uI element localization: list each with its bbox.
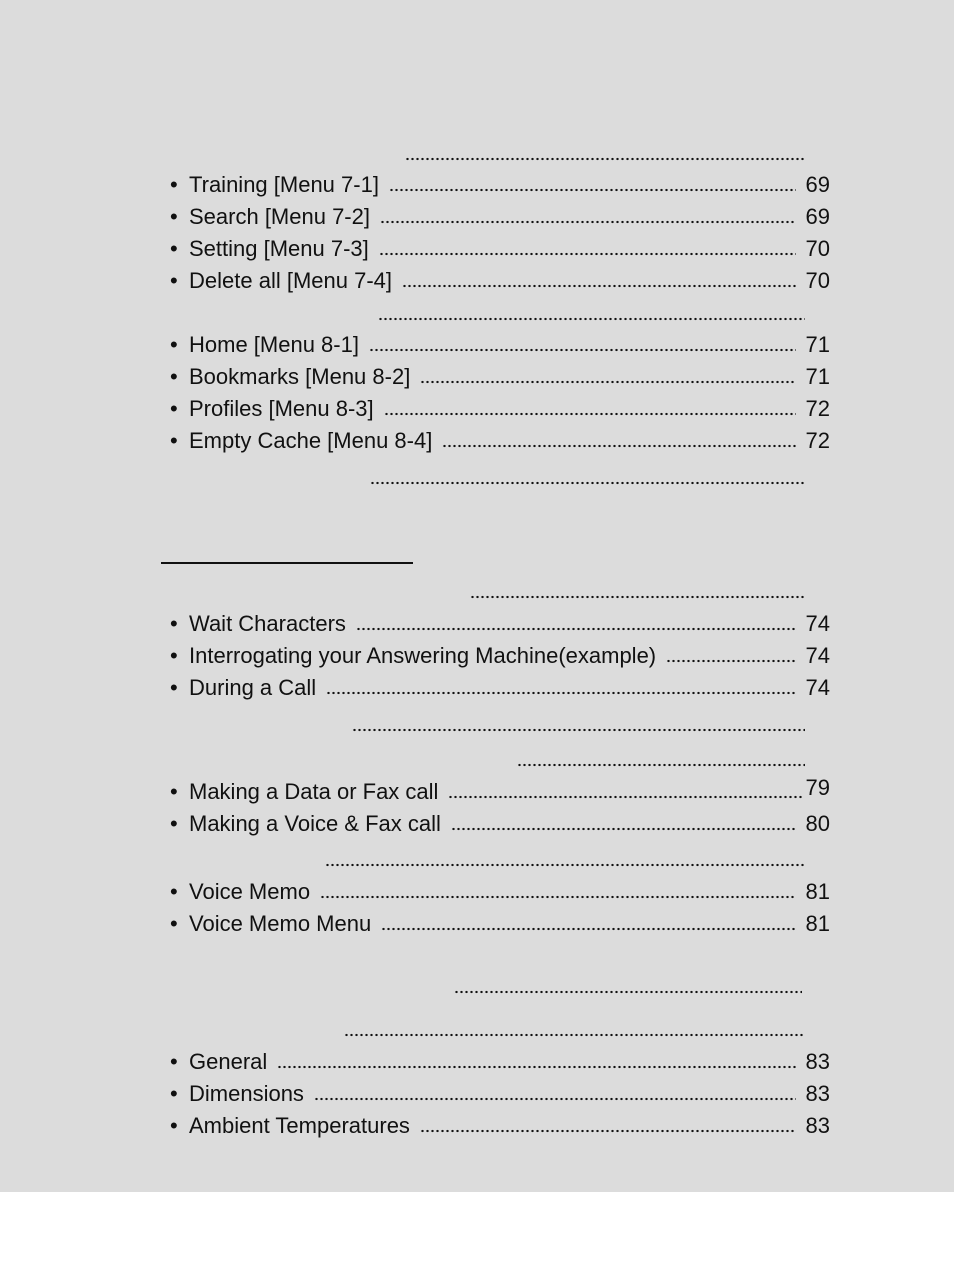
toc-entry[interactable] (170, 811, 830, 841)
entry-label: Voice Memo Menu (189, 911, 372, 936)
bullet: • (170, 911, 178, 936)
entry-label: Empty Cache [Menu 8-4] (189, 428, 433, 453)
bullet: • (170, 1113, 178, 1138)
toc-entry[interactable] (170, 332, 830, 362)
toc-entry[interactable] (170, 428, 830, 458)
toc-entry[interactable] (170, 775, 830, 809)
entry-label: Interrogating your Answering Machine(example) (189, 643, 657, 668)
toc-entry[interactable] (170, 396, 830, 426)
entry-page: 69 (805, 172, 830, 197)
entry-label: Making a Data or Fax call (189, 779, 439, 804)
toc-entry[interactable] (170, 643, 830, 673)
toc-entry[interactable] (170, 236, 830, 266)
entry-page: 71 (805, 364, 830, 389)
bullet: • (170, 204, 178, 229)
section-header-leader (344, 1033, 805, 1037)
entry-page: 74 (805, 675, 830, 700)
entry-page: 80 (805, 811, 830, 836)
bullet: • (170, 1049, 178, 1074)
entry-label: Training [Menu 7-1] (189, 172, 379, 197)
toc-entry[interactable] (170, 911, 830, 941)
toc-entry[interactable] (170, 364, 830, 394)
entry-page: 81 (805, 879, 830, 904)
section-header-leader (325, 863, 805, 867)
bullet: • (170, 1081, 178, 1106)
entry-label: During a Call (189, 675, 317, 700)
dot-leader (379, 252, 796, 256)
entry-label: Search [Menu 7-2] (189, 204, 370, 229)
bullet: • (170, 236, 178, 261)
toc-entry[interactable] (170, 879, 830, 909)
toc-entry[interactable] (170, 204, 830, 234)
entry-page: 74 (805, 611, 830, 636)
dot-leader (389, 188, 796, 192)
entry-page: 69 (805, 204, 830, 229)
entry-label: General (189, 1049, 268, 1074)
entry-page: 83 (805, 1113, 830, 1138)
entry-page: 72 (805, 428, 830, 453)
dot-leader (402, 284, 796, 288)
section-header-leader (370, 481, 805, 485)
toc-entry[interactable] (170, 1081, 830, 1111)
bullet: • (170, 428, 178, 453)
entry-label: Bookmarks [Menu 8-2] (189, 364, 411, 389)
toc-entry[interactable] (170, 172, 830, 202)
entry-label: Delete all [Menu 7-4] (189, 268, 392, 293)
entry-label: Voice Memo (189, 879, 311, 904)
section-header-leader (378, 317, 805, 321)
entry-label: Dimensions (189, 1081, 304, 1106)
bullet: • (170, 172, 178, 197)
dot-leader (451, 827, 796, 831)
bullet: • (170, 811, 178, 836)
toc-entry[interactable] (170, 675, 830, 705)
bullet: • (170, 643, 178, 668)
entry-page: 71 (805, 332, 830, 357)
dot-leader (369, 348, 796, 352)
bullet: • (170, 779, 178, 804)
bullet: • (170, 364, 178, 389)
toc-entry[interactable] (170, 611, 830, 641)
entry-label: Wait Characters (189, 611, 346, 636)
bullet: • (170, 675, 178, 700)
dot-leader (442, 444, 796, 448)
section-header-leader (405, 157, 805, 161)
dot-leader (356, 627, 796, 631)
entry-page: 74 (805, 643, 830, 668)
entry-label: Profiles [Menu 8-3] (189, 396, 374, 421)
section-header-leader (454, 990, 802, 994)
entry-page: 79 (805, 775, 830, 800)
entry-page: 72 (805, 396, 830, 421)
bullet: • (170, 611, 178, 636)
section-header-leader (470, 595, 805, 599)
entry-label: Making a Voice & Fax call (189, 811, 441, 836)
dot-leader (380, 220, 796, 224)
section-rule (161, 562, 413, 564)
dot-leader (326, 691, 796, 695)
entry-page: 70 (805, 236, 830, 261)
dot-leader (420, 380, 796, 384)
dot-leader (314, 1097, 796, 1101)
toc-entry[interactable] (170, 268, 830, 298)
entry-page: 83 (805, 1049, 830, 1074)
entry-page: 83 (805, 1081, 830, 1106)
bullet: • (170, 879, 178, 904)
dot-leader (420, 1129, 796, 1133)
bullet: • (170, 268, 178, 293)
entry-page: 70 (805, 268, 830, 293)
dot-leader (384, 412, 796, 416)
dot-leader (448, 795, 804, 799)
dot-leader (381, 927, 796, 931)
bullet: • (170, 332, 178, 357)
bullet: • (170, 396, 178, 421)
toc-entry[interactable] (170, 1113, 830, 1143)
entry-label: Setting [Menu 7-3] (189, 236, 369, 261)
section-header-leader (517, 763, 805, 767)
dot-leader (320, 895, 796, 899)
entry-page: 81 (805, 911, 830, 936)
dot-leader (277, 1065, 796, 1069)
toc-entry[interactable] (170, 1049, 830, 1079)
entry-label: Home [Menu 8-1] (189, 332, 359, 357)
dot-leader (666, 659, 796, 663)
entry-label: Ambient Temperatures (189, 1113, 410, 1138)
section-header-leader (352, 728, 805, 732)
